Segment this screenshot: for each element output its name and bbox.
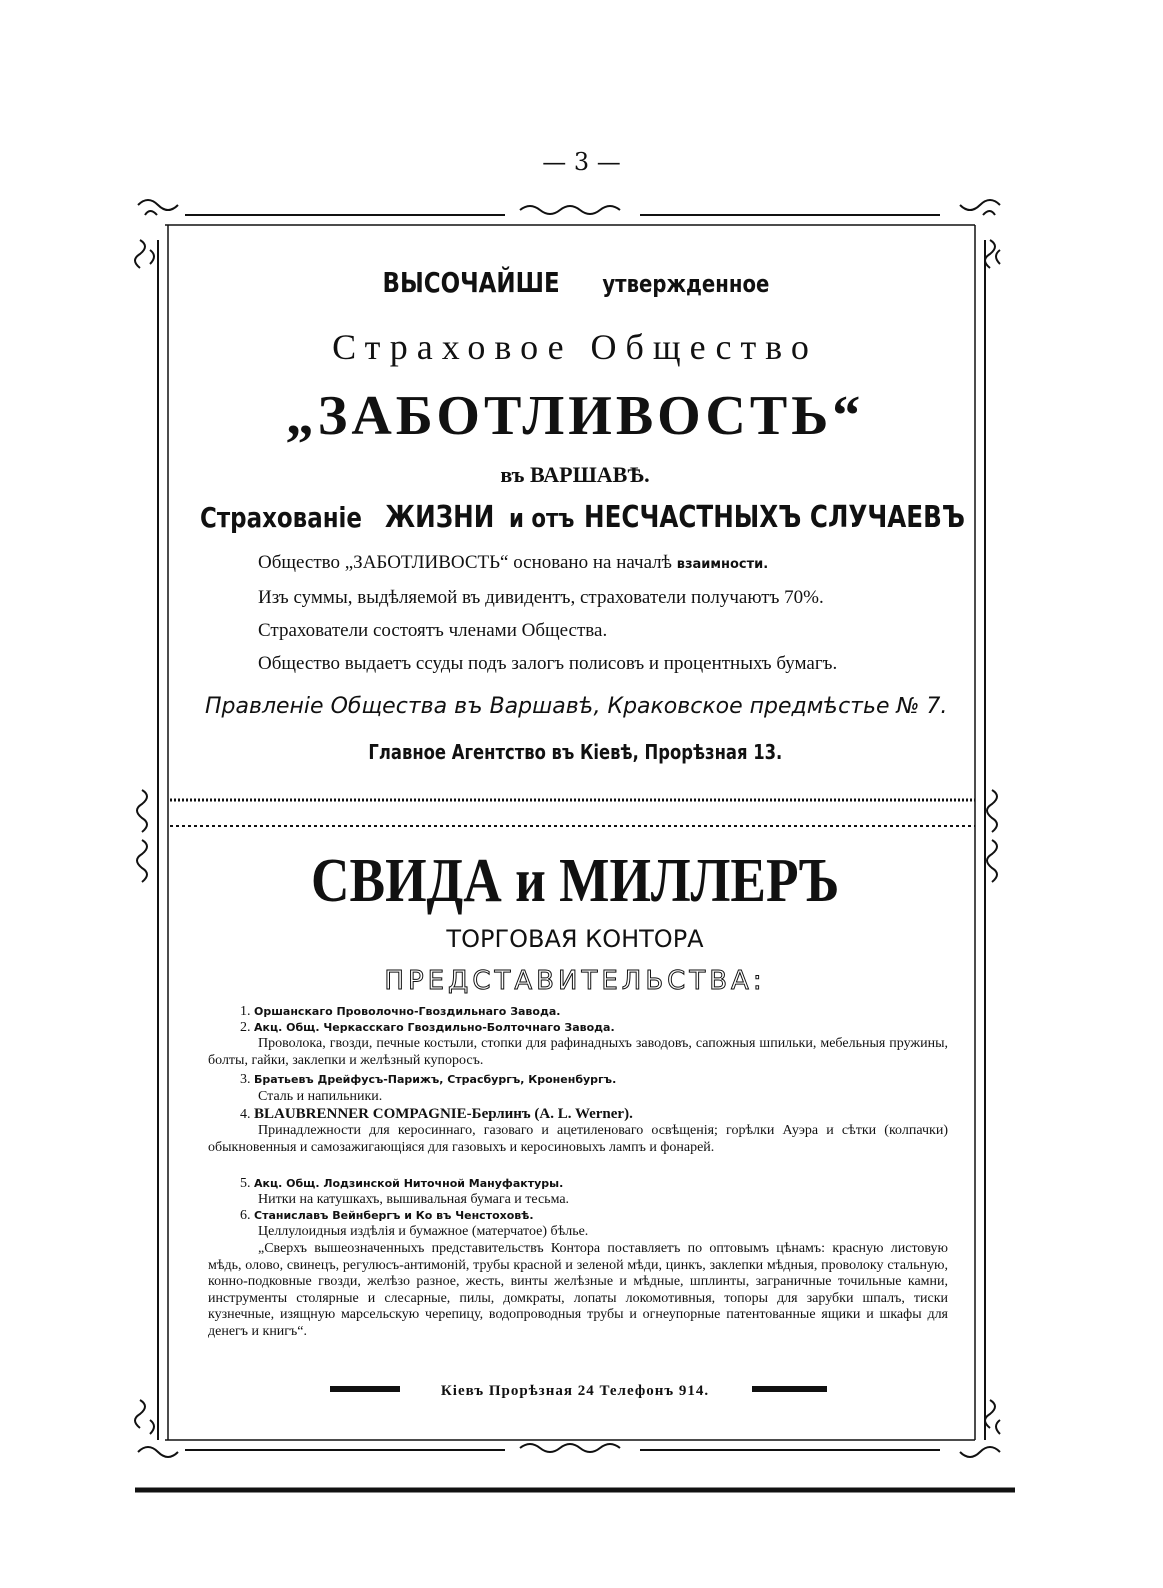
- ad1-text4: Общество выдаетъ ссуды подъ залогъ полисовъ и процентныхъ бумагъ.: [258, 653, 838, 674]
- ad2-item-3: [240, 1072, 616, 1089]
- ad1-line1: [160, 266, 990, 299]
- item-name: Оршанскаго Проволочно-Гвоздильнаго Завода.: [254, 1005, 561, 1018]
- ad2-item-5-desc: Нитки на катушкахъ, вышивальная бумага и тесьма.: [258, 1192, 570, 1207]
- item-name: Станиславъ Вейнбергъ и Ко въ Ченстоховѣ.: [254, 1209, 534, 1222]
- ad1-text3: Страхователи состоятъ членами Общества.: [258, 620, 608, 641]
- ad2-item-1: [240, 1004, 560, 1021]
- item-number: 2.: [240, 1020, 251, 1035]
- item-number: 3.: [240, 1072, 251, 1087]
- ad1-insurance-b: ЖИЗНИ: [384, 500, 495, 535]
- ad2-item-6: [240, 1208, 534, 1225]
- item-name: Акц. Общ. Черкасскаго Гвоздильно-Болточнаго Завода.: [254, 1021, 615, 1034]
- ad1-board: Правленіе Общества въ Варшавѣ, Краковское предмѣстье № 7.: [205, 694, 948, 719]
- ad1-approved: утвержденное: [602, 270, 770, 298]
- ad2-title: СВИДА и МИЛЛЕРЪ: [310, 847, 840, 915]
- ad2-item-6-desc: Целлулоидныя издѣлія и бумажное (матерчатое) бѣлье.: [258, 1224, 589, 1239]
- ad1-text1b: взаимности.: [676, 557, 769, 572]
- ad1-text1: [258, 552, 958, 574]
- ad2-closing: „Сверхъ вышеозначенныхъ представительствъ Контора поставляетъ по оптовымъ цѣнамъ: красную листовую мѣдь, олово, свинецъ, регулюсъ-антимоній, трубы красной и зеленой мѣди, цинкъ, заклепки мѣдныя, проволоку стальную, конно-подковные гвозди, желѣзо разное, жесть, винты желѣзные и мѣдные, шплинты, заграничные точильные камни, инструменты столярные и слесарные, пилы, домкраты, лопаты локомотивныя, топоры для зарубки шпалъ, тиски кузнечные, изящную марсельскую черепицу, водопроводныя трубы и огнеупорные патентованные ящики и шкафы для денегъ и книгъ“.: [208, 1241, 948, 1339]
- ad1-company-name-wrap: [160, 384, 990, 448]
- ad2-item-4: [240, 1106, 633, 1124]
- ad1-company-name: „ЗАБОТЛИВОСТЬ“: [285, 385, 865, 447]
- item-name: Братьевъ Дрейфусъ-Парижъ, Страсбургъ, Кроненбургъ.: [254, 1073, 617, 1086]
- ad1-agency: Главное Агентство въ Кіевѣ, Прорѣзная 13.: [368, 740, 782, 764]
- ad2-subtitle: ТОРГОВАЯ КОНТОРА: [446, 925, 704, 953]
- item-number: 4.: [240, 1107, 251, 1122]
- ad1-company-type: Страховое Общество: [332, 327, 818, 367]
- ad2-item-2-desc: Проволока, гвозди, печные костыли, стопки для рафинадныхъ заводовъ, сапожныя шпильки, мебельныя пружины, болты, гайки, заклепки и желѣзный купоросъ.: [208, 1036, 948, 1068]
- ad1-highest: ВЫСОЧАЙШЕ: [381, 266, 560, 299]
- ad1-insurance-d: НЕСЧАСТНЫХЪ СЛУЧАЕВЪ: [583, 500, 965, 535]
- item-number: 5.: [240, 1176, 251, 1191]
- ad1-text1a: Общество „ЗАБОТЛИВОСТЬ“ основано на началѣ: [258, 552, 672, 573]
- ad1-text2: Изъ суммы, выдѣляемой въ дивидентъ, страхователи получаютъ 70%.: [258, 587, 824, 608]
- ad2-title-wrap: [160, 846, 990, 917]
- ad1-city: въ ВАРШАВѢ.: [500, 462, 650, 487]
- ad2-item-3-desc: Сталь и напильники.: [258, 1089, 383, 1104]
- ad1-insurance-a: Страхованіе: [200, 501, 363, 534]
- ad2-heading: ПРЕДСТАВИТЕЛЬСТВА:: [384, 966, 766, 996]
- ad2-item-5: [240, 1176, 563, 1193]
- ad2-footer-wrap: [160, 1380, 990, 1400]
- ad1-insurance-c: и отъ: [509, 504, 575, 534]
- item-number: 1.: [240, 1004, 251, 1019]
- item-number: 6.: [240, 1208, 251, 1223]
- ad1-agency-wrap: [160, 740, 990, 764]
- ad1-insurance-line: [200, 500, 965, 535]
- page-number: — 3 —: [542, 148, 621, 176]
- item-name: Акц. Общ. Лодзинской Ниточной Мануфактуры.: [254, 1177, 564, 1190]
- ad2-item-2: [240, 1020, 615, 1037]
- ad2-footer: Кіевъ Прорѣзная 24 Телефонъ 914.: [440, 1383, 710, 1399]
- item-name: BLAUBRENNER COMPAGNIE-Берлинъ (A. L. Werner).: [254, 1106, 633, 1122]
- ad2-item-4-desc: Принадлежности для керосиннаго, газоваго и ацетиленоваго освѣщенія; горѣлки Ауэра и сѣтки (колпачки) обыкновенныя и самозажигающіяся для газовыхъ и керосиновыхъ лампъ и фонарей.: [208, 1123, 948, 1155]
